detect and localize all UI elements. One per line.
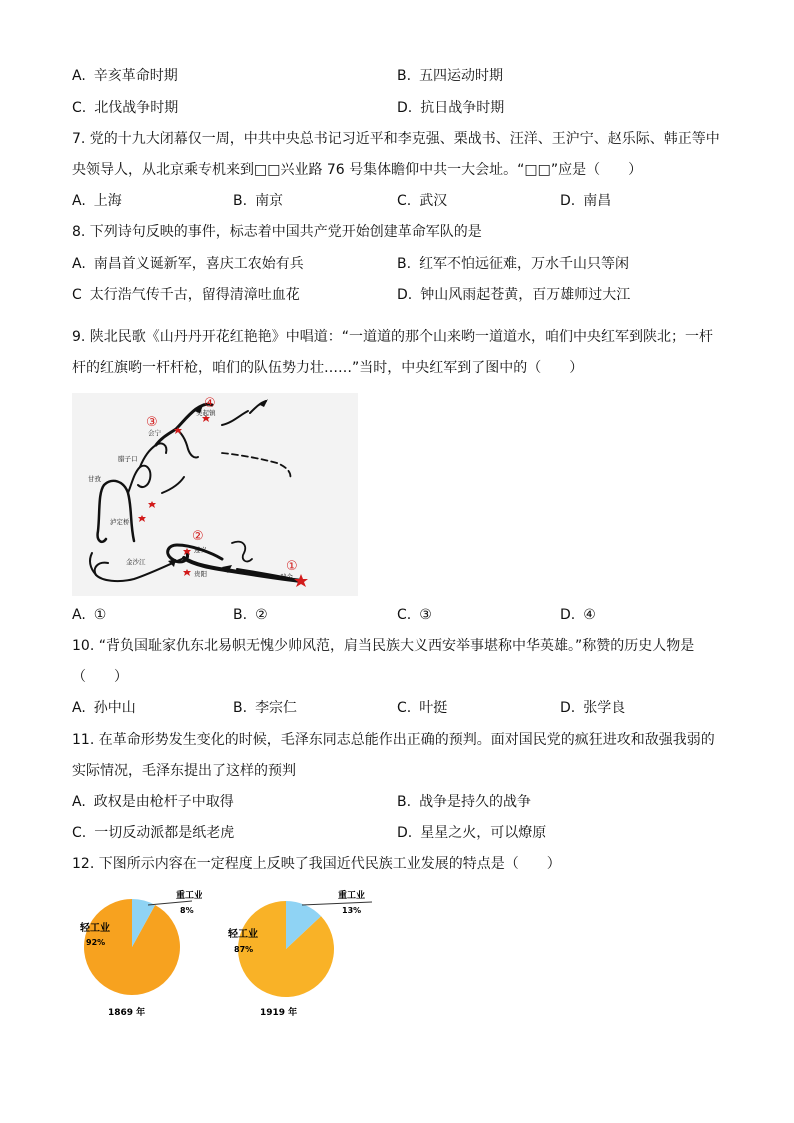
pie-1869-svg [72, 885, 202, 1025]
q8-option-b: B. 红军不怕远征难，万水千山只等闲 [397, 256, 630, 272]
route-arrows [168, 399, 268, 573]
q7-option-c: C. 武汉 [397, 193, 448, 209]
q7-option-d: D. 南昌 [560, 193, 612, 209]
q9-option-d: D. ④ [560, 607, 596, 623]
label-zunyi: 遵义 [194, 546, 207, 554]
pie-1869-title: 1869 年 [108, 1008, 146, 1018]
location-stars [138, 415, 308, 587]
pie-1919-light-label: 轻工业 [228, 929, 258, 940]
q9-option-a: A. ① [72, 607, 107, 623]
q7-stem-line1: 7. 党的十九大闭幕仅一周，中共中央总书记习近平和李克强、栗战书、汪洋、王沪宁、赵乐际、韩正等中 [72, 131, 720, 147]
pie-1919-heavy-value: 13% [342, 906, 362, 915]
q10-option-d: D. 张学良 [560, 700, 626, 716]
marker-2: ② [192, 529, 204, 544]
q9-stem-line2: 杆的红旗哟一杆杆枪，咱们的队伍势力壮……”当时，中央红军到了图中的（ ） [72, 360, 584, 376]
q10-option-a: A. 孙中山 [72, 700, 136, 716]
q11-option-c: C. 一切反动派都是纸老虎 [72, 825, 235, 841]
pie-chart-1869 [72, 885, 202, 1025]
pie-1919-heavy-label: 重工业 [338, 891, 366, 901]
q9-option-b: B. ② [233, 607, 268, 623]
march-route [90, 401, 302, 581]
q12-stem: 12. 下图所示内容在一定程度上反映了我国近代民族工业发展的特点是（ ） [72, 856, 561, 872]
pie-1869-heavy-label: 重工业 [176, 891, 202, 901]
pie-1869-light-label: 轻工业 [80, 923, 110, 934]
pie-1869-leader-line [148, 901, 192, 905]
q6-option-a: A. 辛亥革命时期 [72, 68, 178, 84]
q11-option-d: D. 星星之火，可以燎原 [397, 825, 547, 841]
q11-stem-line1: 11. 在革命形势发生变化的时候，毛泽东同志总能作出正确的预判。面对国民党的疯狂进攻和敌强我弱的 [72, 732, 715, 748]
long-march-map [72, 393, 358, 596]
long-march-route-svg [72, 393, 358, 596]
marker-4: ④ [204, 396, 216, 411]
pie-1919-light-value: 87% [234, 945, 254, 954]
q6-option-c: C. 北伐战争时期 [72, 100, 179, 116]
q8-option-a: A. 南昌首义诞新军，喜庆工农始有兵 [72, 256, 304, 272]
q10-stem-line2: （ ） [72, 669, 128, 685]
label-jinsha: 金沙江 [126, 558, 146, 566]
q9-stem-line1: 9. 陕北民歌《山丹丹开花红艳艳》中唱道：“一道道的那个山来哟一道道水，咱们中央红军到陕北；一杆 [72, 329, 714, 345]
pie-1869-heavy-value: 8% [180, 906, 194, 915]
label-lazikou: 腊子口 [118, 455, 138, 463]
q8-option-d: D. 钟山风雨起苍黄，百万雄师过大江 [397, 287, 631, 303]
q10-option-b: B. 李宗仁 [233, 700, 298, 716]
marker-1: ① [286, 559, 298, 574]
pie-1919-leader-line [302, 902, 372, 905]
q8-option-c: C 太行浩气传千古，留得清漳吐血花 [72, 287, 300, 303]
pie-1869-light-value: 92% [86, 938, 106, 947]
label-wuqi: 吴起镇 [196, 409, 216, 417]
pie-1919-title: 1919 年 [260, 1008, 298, 1018]
q7-option-b: B. 南京 [233, 193, 284, 209]
q11-option-a: A. 政权是由枪杆子中取得 [72, 794, 234, 810]
label-luding: 泸定桥 [110, 518, 130, 526]
pie-chart-1919 [222, 885, 382, 1025]
label-huining: 会宁 [148, 429, 161, 437]
q7-stem-line2: 央领导人，从北京乘专机来到□□兴业路 76 号集体瞻仰中共一大会址。“□□”应是（ ） [72, 162, 643, 178]
label-guiyang: 贵阳 [194, 570, 207, 578]
q11-stem-line2: 实际情况，毛泽东提出了这样的预判 [72, 763, 296, 779]
pie-1869-slice-light [84, 899, 180, 995]
q9-option-c: C. ③ [397, 607, 432, 623]
label-ruijin: 瑞金 [280, 573, 293, 581]
q6-option-b: B. 五四运动时期 [397, 68, 504, 84]
q6-option-d: D. 抗日战争时期 [397, 100, 505, 116]
marker-3: ③ [146, 415, 158, 430]
label-ganzi: 甘孜 [88, 475, 101, 483]
pie-1919-svg [222, 885, 382, 1025]
map-place-labels [88, 408, 294, 581]
q10-option-c: C. 叶挺 [397, 700, 448, 716]
q7-option-a: A. 上海 [72, 193, 122, 209]
q11-option-b: B. 战争是持久的战争 [397, 794, 532, 810]
q10-stem-line1: 10. “背负国耻家仇东北易帜无愧少帅风范，肩当民族大义西安举事堪称中华英雄。”称赞的历史人物是 [72, 638, 695, 654]
q8-stem: 8. 下列诗句反映的事件，标志着中国共产党开始创建革命军队的是 [72, 224, 482, 240]
